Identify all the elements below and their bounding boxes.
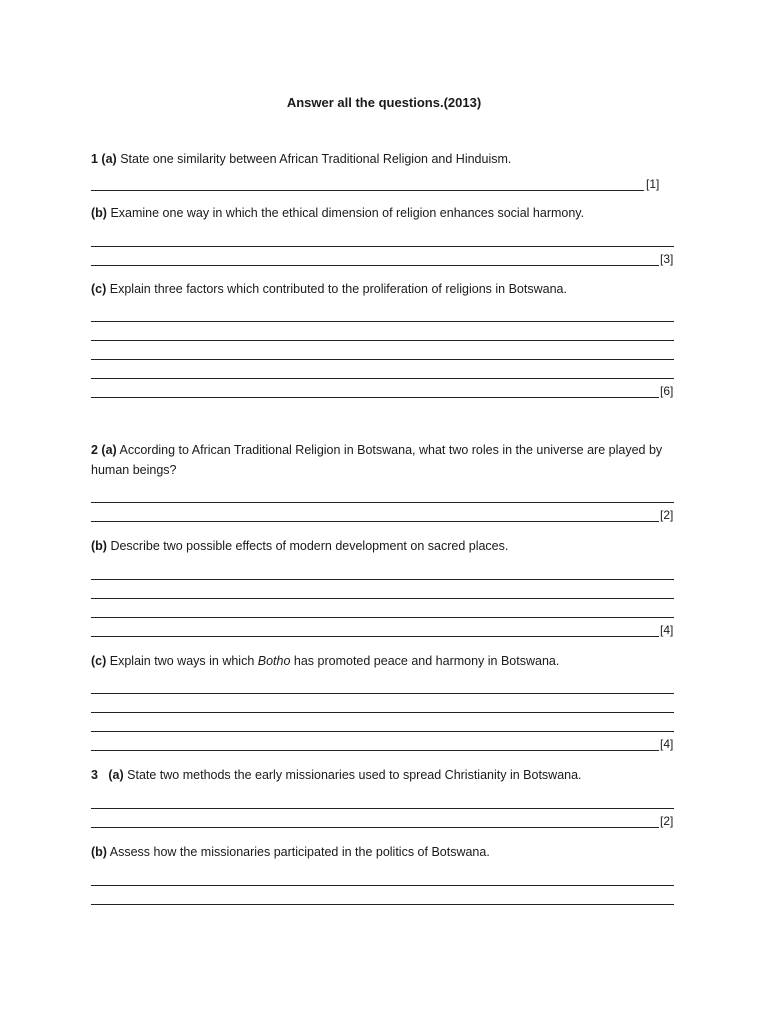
question-text: According to African Traditional Religion in Botswana, what two roles in the universe are played by human beings? [91,443,663,477]
answer-line[interactable] [91,359,674,360]
question-number: (c) [91,282,107,296]
mark-allocation: [4] [660,623,674,637]
question-number: 2 (a) [91,443,117,457]
question-number: (b) [91,845,107,859]
question-text: Describe two possible effects of modern development on sacred places. [110,539,509,553]
answer-line[interactable] [91,885,674,886]
question-text: Assess how the missionaries participated in the politics of Botswana. [109,845,490,859]
question-number: 1 (a) [91,152,117,166]
answer-line[interactable] [91,378,674,379]
answer-line[interactable] [91,321,674,322]
answer-line[interactable] [91,397,659,398]
answer-line[interactable] [91,502,674,503]
mark-allocation: [3] [660,252,674,266]
question-1c [91,279,676,299]
answer-line[interactable] [91,521,659,522]
mark-allocation: [2] [660,814,674,828]
question-2a [91,440,676,480]
answer-line[interactable] [91,598,674,599]
question-3a [91,765,676,785]
mark-allocation: [1] [646,177,660,191]
question-number: 3 (a) [91,768,124,782]
answer-line[interactable] [91,827,659,828]
question-1b [91,203,676,223]
question-3b [91,842,676,862]
answer-line[interactable] [91,617,674,618]
answer-line[interactable] [91,636,659,637]
question-text: Explain two ways in which Botho has promoted peace and harmony in Botswana. [109,654,560,668]
answer-line[interactable] [91,190,644,191]
answer-line[interactable] [91,904,674,905]
question-number: (b) [91,206,107,220]
answer-line[interactable] [91,265,659,266]
answer-line[interactable] [91,340,674,341]
question-text: Explain three factors which contributed to the proliferation of religions in Botswana. [109,282,567,296]
botho-term: Botho [257,654,291,668]
answer-line[interactable] [91,808,674,809]
question-text: State two methods the early missionaries used to spread Christianity in Botswana. [127,768,582,782]
answer-line[interactable] [91,579,674,580]
question-2b [91,536,676,556]
answer-line[interactable] [91,246,674,247]
question-2c [91,651,676,671]
answer-line[interactable] [91,731,674,732]
question-text: State one similarity between African Traditional Religion and Hinduism. [120,152,512,166]
question-text: Examine one way in which the ethical dimension of religion enhances social harmony. [110,206,585,220]
answer-line[interactable] [91,750,659,751]
answer-line[interactable] [91,693,674,694]
answer-line[interactable] [91,712,674,713]
question-1a [91,149,676,169]
page-title: Answer all the questions.(2013) [286,95,482,110]
question-number: (c) [91,654,107,668]
question-number: (b) [91,539,107,553]
mark-allocation: [6] [660,384,674,398]
mark-allocation: [2] [660,508,674,522]
mark-allocation: [4] [660,737,674,751]
